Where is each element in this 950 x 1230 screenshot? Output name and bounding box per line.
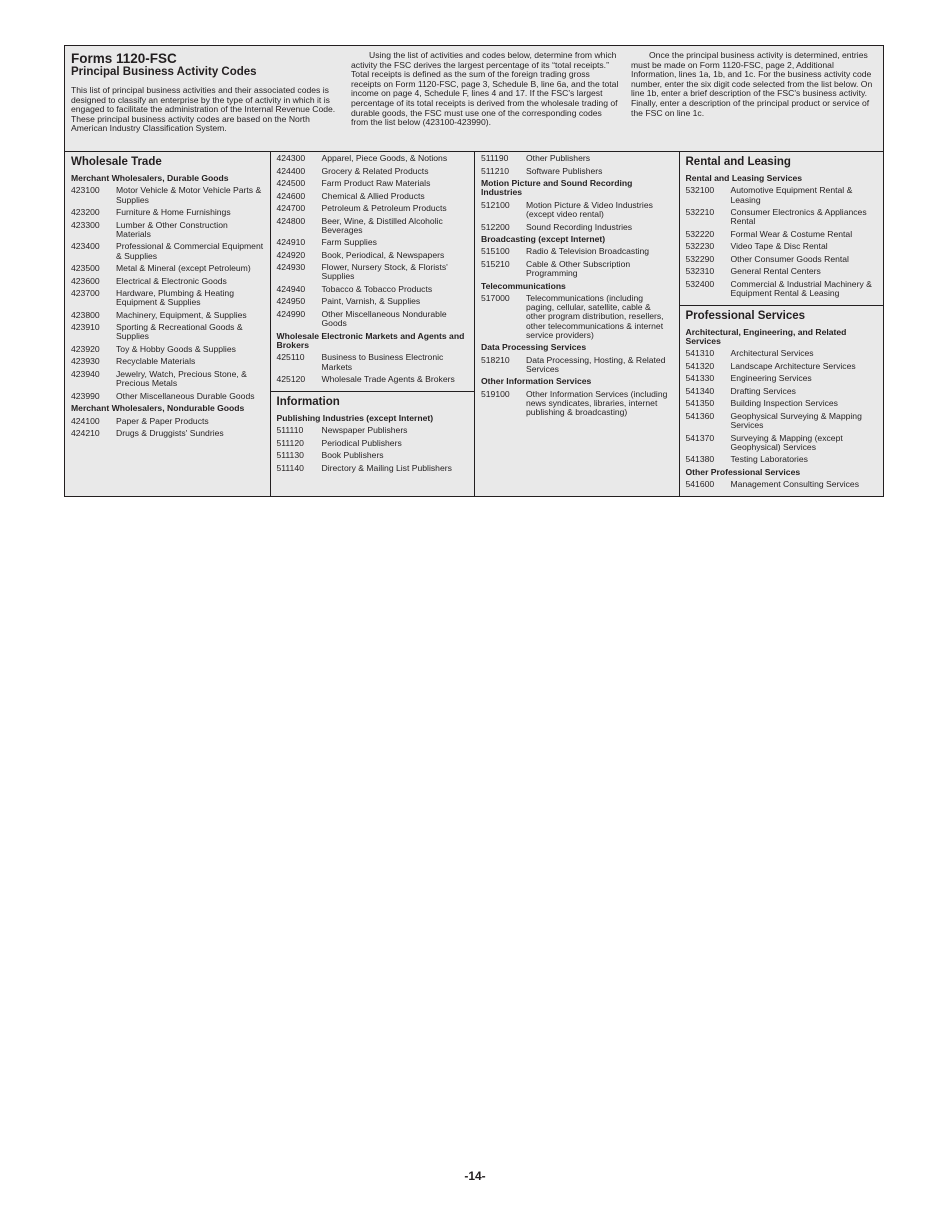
activity-description: Newspaper Publishers [321, 425, 408, 436]
code-row [71, 289, 264, 307]
code-row [686, 362, 878, 371]
code-row [71, 370, 264, 388]
instructions-paragraph-1: Using the list of activities and codes below, determine from which activity the FSC derives the largest percentage of its “total receipts.” Total receipts is defined as the sum of the foreign trading gross receipts on Form 1120-FSC, page 3, Schedule B, line 6a, and the total income on page 4, Schedule F, lines 4 and 17. If the FSC's largest percentage of its total receipts is derived from the wholesale trading of durable goods, the FSC must use one of the corresponding codes from the list below (423100-423990). [351, 50, 619, 128]
activity-description: Radio & Television Broadcasting [526, 246, 650, 257]
activity-description: Recyclable Materials [116, 356, 196, 367]
intro-paragraph: This list of principal business activities and their associated codes is designed to classify an enterprise by the type of activity in which it is engaged to facilitate the administration of the Internal Revenue Code. These principal business activity codes are based on the North American Industry Classification System. [71, 85, 336, 134]
activity-code: 511110 [276, 425, 304, 436]
activity-code: 517000 [481, 293, 510, 304]
activity-code: 423800 [71, 309, 100, 320]
subcategory-title: Rental and Leasing Services [685, 173, 803, 183]
activity-code: 541340 [685, 385, 715, 396]
code-row [481, 260, 673, 278]
code-row [686, 255, 878, 264]
page-subtitle: Principal Business Activity Codes [71, 66, 257, 78]
activity-code: 532290 [685, 253, 715, 264]
code-row [277, 192, 469, 201]
activity-code: 541360 [685, 410, 715, 421]
code-row [71, 429, 264, 438]
category-section [271, 152, 475, 391]
code-row [686, 242, 878, 251]
category-title: Professional Services [685, 309, 806, 322]
activity-code: 532210 [685, 207, 715, 218]
code-row [277, 297, 469, 306]
activity-description: Business to Business Electronic Markets [321, 352, 444, 372]
activity-code: 511210 [481, 165, 510, 176]
activity-code: 532220 [685, 228, 715, 239]
code-row [71, 345, 264, 354]
activity-code: 424920 [276, 249, 306, 260]
activity-description: Tobacco & Tobacco Products [321, 283, 433, 294]
code-row [481, 201, 673, 219]
code-row [277, 238, 469, 247]
activity-code: 515100 [481, 246, 510, 257]
codes-column-2 [270, 152, 475, 496]
activity-code: 423990 [71, 390, 100, 401]
activity-description: Geophysical Surveying & Mapping Services [730, 410, 862, 431]
activity-code: 423300 [71, 219, 100, 230]
activity-description: Electrical & Electronic Goods [116, 275, 227, 286]
code-row [71, 242, 264, 260]
activity-description: Professional & Commercial Equipment & Supplies [116, 241, 264, 261]
activity-description: Surveying & Mapping (except Geophysical) Services [730, 432, 843, 452]
activity-code: 424910 [276, 237, 306, 248]
activity-code: 423200 [71, 207, 100, 218]
code-row [71, 311, 264, 320]
code-row [71, 323, 264, 341]
subcategory-title: Merchant Wholesalers, Durable Goods [71, 173, 229, 183]
category-title: Information [276, 395, 340, 408]
activity-description: Sporting & Recreational Goods & Supplies [116, 322, 243, 342]
subcategory-title: Publishing Industries (except Internet) [276, 412, 434, 423]
activity-description: Chemical & Allied Products [321, 190, 425, 201]
activity-description: Petroleum & Petroleum Products [321, 203, 447, 213]
subcategory-title: Motion Picture and Sound Recording Industries [481, 178, 633, 198]
codes-column-3 [474, 152, 679, 496]
activity-code: 511120 [276, 437, 304, 448]
code-row [481, 247, 673, 256]
code-row [686, 399, 878, 408]
codes-column-1 [65, 152, 270, 496]
code-row [277, 310, 469, 328]
code-row [277, 375, 469, 384]
code-row [481, 390, 673, 418]
page-number: -14- [464, 1169, 486, 1183]
activity-description: Metal & Mineral (except Petroleum) [116, 263, 251, 274]
activity-description: Directory & Mailing List Publishers [321, 462, 452, 473]
code-row [277, 154, 469, 163]
category-section [475, 152, 679, 424]
table-header [65, 46, 883, 152]
activity-code: 423940 [71, 368, 100, 379]
category-section [680, 305, 884, 496]
instructions-paragraph-2: Once the principal business activity is determined, entries must be made on Form 1120-FSC, page 2, Additional Information, lines 1a, 1b, and 1c. For the business activity code number, enter the six digit code selected from the list below. On line 1b, enter a brief description of the FSC's business activity. Finally, enter a description of the principal product or service of the FSC on line 1c. [631, 50, 873, 118]
activity-description: Video Tape & Disc Rental [730, 241, 828, 252]
category-section [271, 391, 475, 479]
activity-description: Sound Recording Industries [526, 221, 633, 232]
activity-code: 532230 [685, 241, 715, 252]
code-row [71, 417, 264, 426]
activity-description: Furniture & Home Furnishings [116, 207, 231, 218]
activity-code: 423100 [71, 185, 100, 196]
activity-description: Wholesale Trade Agents & Brokers [321, 374, 455, 385]
activity-code: 423600 [71, 275, 100, 286]
code-row [481, 294, 673, 340]
activity-code: 424100 [71, 415, 100, 426]
code-row [686, 455, 878, 464]
activity-description: Grocery & Related Products [321, 165, 429, 176]
code-row [686, 208, 878, 226]
code-row [686, 280, 878, 298]
code-row [277, 439, 469, 448]
activity-code: 541380 [685, 454, 715, 465]
activity-description: Other Information Services (including news syndicates, libraries, internet publishing & broadcasting) [526, 388, 668, 418]
activity-code: 515210 [481, 258, 510, 269]
activity-code: 424300 [276, 153, 306, 163]
activity-description: Book Publishers [321, 450, 384, 461]
activity-code: 423400 [71, 241, 100, 252]
activity-code: 512100 [481, 199, 510, 210]
code-row [71, 277, 264, 286]
activity-description: Cable & Other Subscription Programming [526, 258, 631, 279]
code-row [277, 353, 469, 371]
header-instructions-column-2 [625, 46, 883, 151]
category-title: Wholesale Trade [71, 156, 162, 168]
subcategory-title: Wholesale Electronic Markets and Agents and Brokers [276, 330, 465, 351]
activity-description: Periodical Publishers [321, 437, 402, 448]
subcategory-title: Merchant Wholesalers, Nondurable Goods [71, 403, 245, 414]
activity-code: 423930 [71, 356, 100, 367]
code-row [71, 208, 264, 217]
code-row [686, 374, 878, 383]
activity-code: 424950 [276, 296, 306, 307]
activity-code: 424600 [276, 190, 306, 201]
activity-description: Data Processing, Hosting, & Related Services [526, 354, 666, 374]
activity-description: Commercial & Industrial Machinery & Equipment Rental & Leasing [730, 278, 872, 299]
activity-code: 518210 [481, 354, 510, 365]
code-row [277, 167, 469, 176]
code-row [71, 186, 264, 204]
activity-description: Drafting Services [730, 385, 796, 396]
subcategory-title: Architectural, Engineering, and Related Services [685, 326, 847, 346]
activity-code: 532310 [685, 266, 715, 277]
code-row [71, 264, 264, 273]
subcategory-title: Broadcasting (except Internet) [481, 234, 606, 245]
activity-description: Flower, Nursery Stock, & Florists' Supplies [321, 262, 448, 282]
activity-code: 532400 [685, 278, 715, 289]
activity-code: 512200 [481, 221, 510, 232]
activity-description: Testing Laboratories [730, 454, 808, 465]
activity-description: Telecommunications (including paging, cellular, satellite, cable & other program distribution, resellers, other telecommunications & internet service providers) [526, 293, 664, 340]
activity-description: Drugs & Druggists' Sundries [116, 428, 224, 439]
code-row [481, 154, 673, 163]
activity-description: Other Miscellaneous Nondurable Goods [321, 308, 447, 329]
activity-description: Book, Periodical, & Newspapers [321, 249, 445, 260]
code-row [277, 179, 469, 188]
code-row [481, 223, 673, 232]
activity-code: 423920 [71, 343, 100, 354]
code-row [481, 167, 673, 176]
activity-description: Farm Product Raw Materials [321, 178, 431, 188]
activity-code: 425110 [276, 352, 305, 363]
activity-description: General Rental Centers [730, 266, 821, 277]
activity-description: Jewelry, Watch, Precious Stone, & Precious Metals [116, 368, 247, 389]
activity-code: 424990 [276, 308, 306, 319]
activity-code: 519100 [481, 388, 510, 399]
activity-code: 541370 [685, 432, 715, 443]
code-row [686, 267, 878, 276]
activity-description: Motion Picture & Video Industries (except video rental) [526, 199, 653, 220]
activity-code: 511190 [481, 153, 509, 163]
activity-code: 424700 [276, 203, 306, 213]
activity-code: 423910 [71, 322, 100, 333]
activity-code: 541320 [685, 360, 715, 371]
activity-description: Hardware, Plumbing & Heating Equipment & Supplies [116, 288, 234, 308]
activity-description: Paper & Paper Products [116, 415, 209, 426]
activity-description: Farm Supplies [321, 237, 377, 248]
activity-code: 424800 [276, 215, 306, 226]
activity-code: 532100 [685, 185, 715, 196]
code-row [71, 392, 264, 401]
activity-code: 511130 [276, 450, 304, 461]
activity-code: 424940 [276, 283, 306, 294]
code-row [686, 230, 878, 239]
activity-code: 424500 [276, 178, 306, 188]
codes-body [65, 152, 883, 496]
activity-description: Beer, Wine, & Distilled Alcoholic Beverages [321, 215, 443, 235]
activity-description: Motor Vehicle & Motor Vehicle Parts & Supplies [116, 185, 262, 205]
activity-code: 423700 [71, 288, 100, 299]
activity-description: Apparel, Piece Goods, & Notions [321, 153, 448, 163]
code-row [277, 204, 469, 213]
category-section [680, 152, 884, 305]
code-row [686, 412, 878, 430]
activity-description: Machinery, Equipment, & Supplies [116, 309, 247, 320]
activity-description: Consumer Electronics & Appliances Rental [730, 207, 867, 227]
activity-description: Formal Wear & Costume Rental [730, 228, 853, 239]
activity-description: Architectural Services [730, 348, 814, 359]
activity-description: Management Consulting Services [730, 479, 859, 490]
activity-description: Paint, Varnish, & Supplies [321, 296, 421, 307]
subcategory-title: Data Processing Services [481, 342, 587, 353]
activity-code: 541350 [685, 398, 715, 409]
code-row [686, 480, 878, 489]
activity-code: 541600 [685, 479, 715, 490]
code-row [277, 217, 469, 235]
activity-code: 424210 [71, 428, 100, 439]
activity-description: Lumber & Other Construction Materials [116, 219, 228, 239]
activity-description: Automotive Equipment Rental & Leasing [730, 185, 853, 205]
activity-code: 424400 [276, 165, 306, 176]
code-row [686, 434, 878, 452]
category-section [65, 152, 270, 445]
activity-code: 541310 [685, 348, 715, 359]
page-title: Forms 1120-FSC [71, 51, 177, 66]
activity-code: 425120 [276, 374, 306, 385]
activity-code: 423500 [71, 263, 100, 274]
activity-description: Software Publishers [526, 165, 603, 176]
code-row [277, 251, 469, 260]
code-row [71, 221, 264, 239]
activity-codes-table [64, 45, 884, 497]
subcategory-title: Telecommunications [481, 280, 566, 291]
codes-column-4 [679, 152, 884, 496]
code-row [686, 387, 878, 396]
code-row [277, 451, 469, 460]
activity-code: 424930 [276, 262, 306, 273]
code-row [686, 349, 878, 358]
activity-code: 511140 [276, 462, 304, 473]
code-row [277, 263, 469, 281]
subcategory-title: Other Professional Services [685, 466, 801, 477]
activity-description: Engineering Services [730, 373, 812, 384]
category-title: Rental and Leasing [685, 156, 791, 168]
code-row [277, 464, 469, 473]
activity-description: Landscape Architecture Services [730, 360, 856, 371]
header-instructions-column-1 [345, 46, 625, 151]
code-row [277, 426, 469, 435]
activity-description: Other Miscellaneous Durable Goods [116, 390, 255, 401]
activity-description: Toy & Hobby Goods & Supplies [116, 343, 236, 354]
activity-description: Other Publishers [526, 153, 591, 163]
subcategory-title: Other Information Services [481, 376, 592, 387]
activity-description: Other Consumer Goods Rental [730, 253, 849, 264]
activity-code: 541330 [685, 373, 715, 384]
code-row [481, 356, 673, 374]
code-row [277, 285, 469, 294]
code-row [686, 186, 878, 204]
header-intro-column [65, 46, 345, 151]
code-row [71, 357, 264, 366]
activity-description: Building Inspection Services [730, 398, 838, 409]
